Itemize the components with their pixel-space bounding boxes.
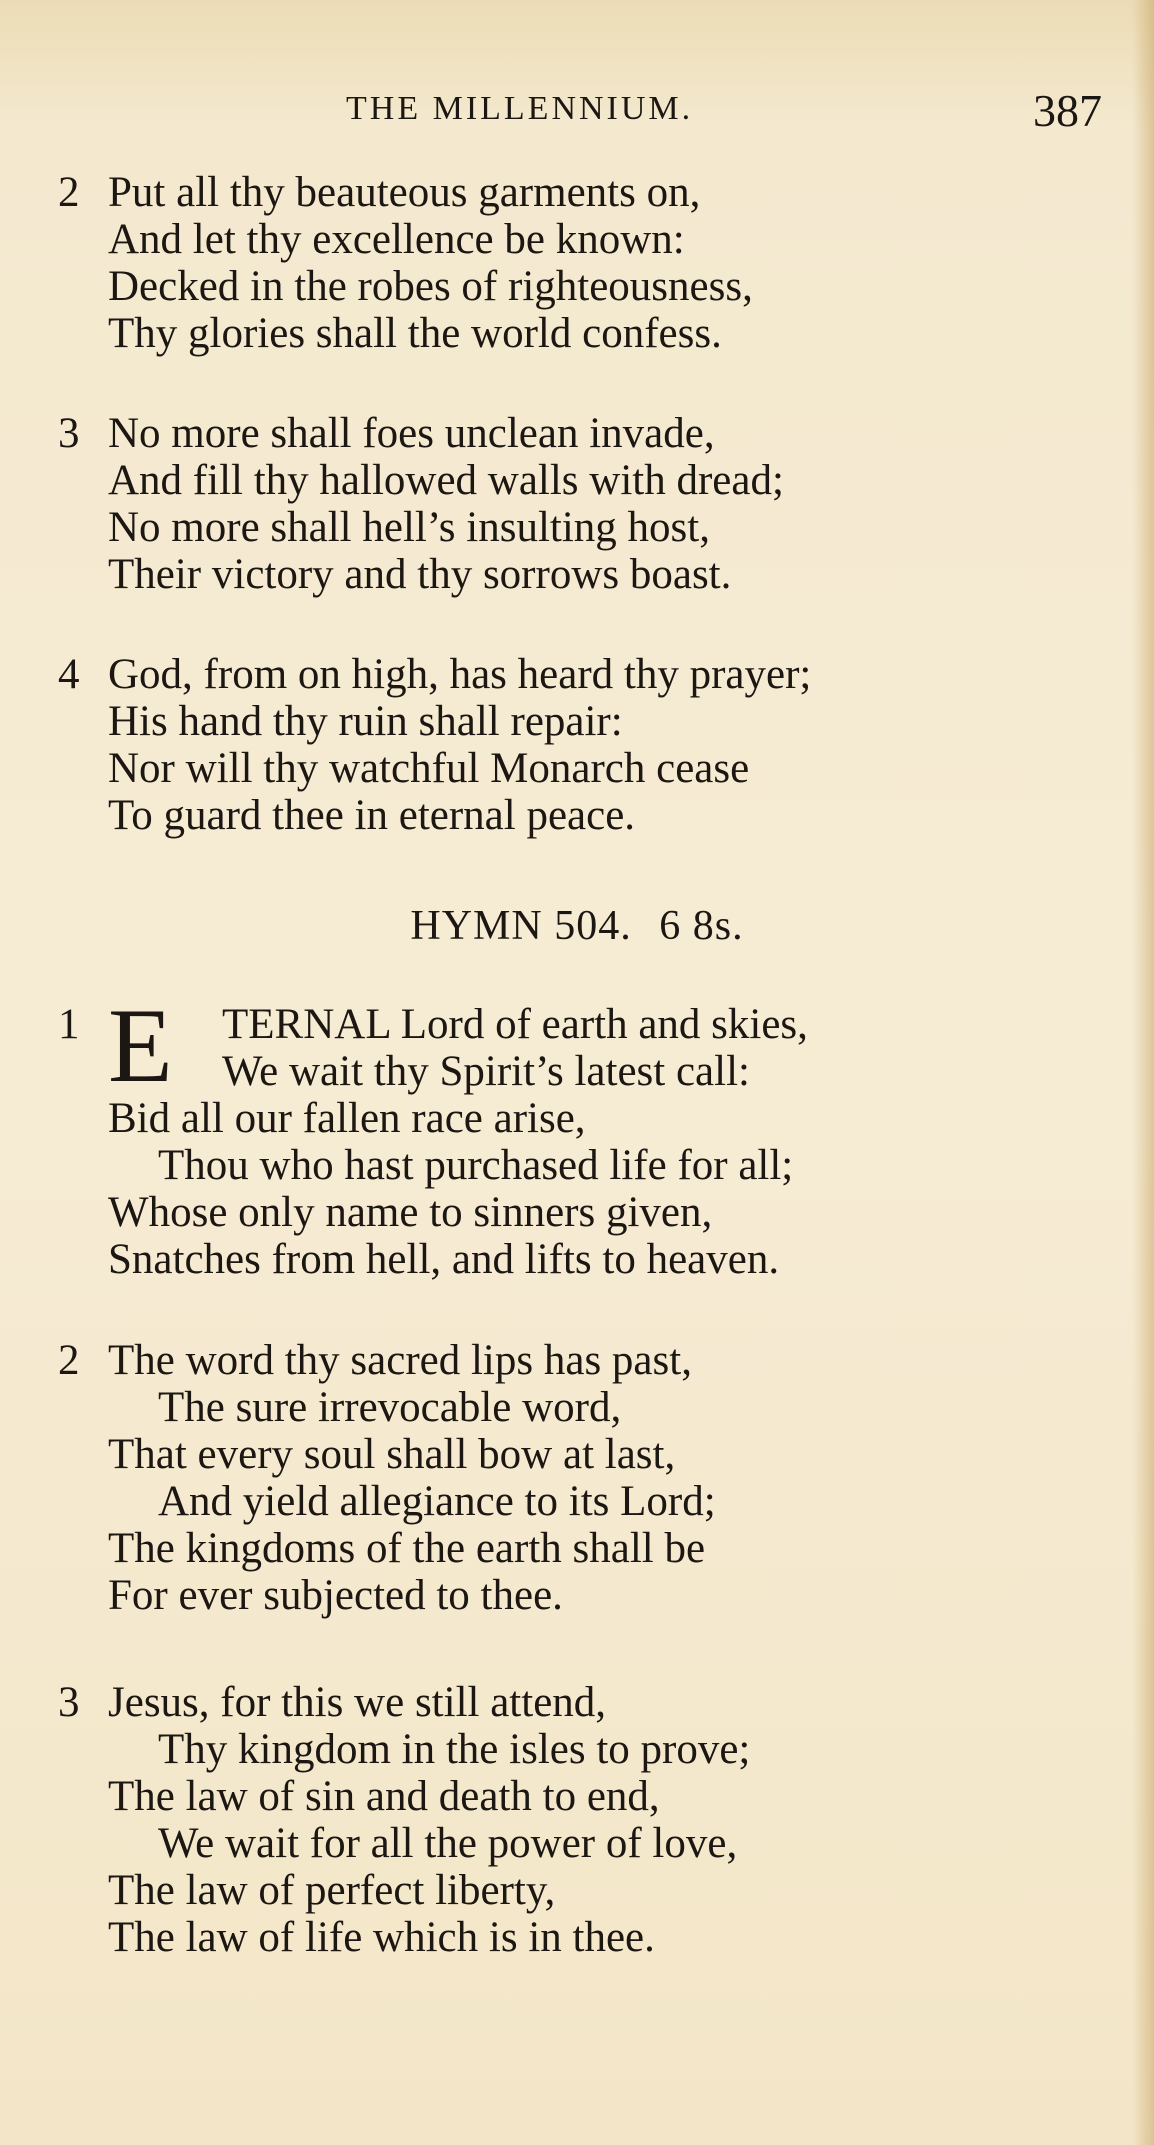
verse-line: And fill thy hallowed walls with dread; (108, 457, 784, 504)
verse-line: Thy kingdom in the isles to prove; (158, 1726, 751, 1773)
verse-line: No more shall hell’s insulting host, (108, 504, 710, 551)
page-edge-shading (1132, 0, 1154, 2145)
verse-line: And let thy excellence be known: (108, 216, 685, 263)
verse-line: The law of sin and death to end, (108, 1773, 660, 1820)
running-head-title: THE MILLENNIUM. (346, 90, 694, 127)
stanza-number: 3 (58, 1679, 80, 1726)
hymn-heading (0, 902, 1154, 950)
verse-line: Snatches from hell, and lifts to heaven. (108, 1236, 780, 1283)
stanza-number: 4 (58, 651, 80, 698)
verse-line: His hand thy ruin shall repair: (108, 698, 623, 745)
verse-line: Thou who hast purchased life for all; (158, 1142, 794, 1189)
running-head (0, 84, 1154, 144)
verse-line: The law of life which is in thee. (108, 1914, 655, 1961)
stanza-number: 1 (58, 1001, 80, 1048)
verse-line: The kingdoms of the earth shall be (108, 1525, 706, 1572)
drop-cap: E (108, 987, 173, 1104)
verse-line: The word thy sacred lips has past, (108, 1337, 692, 1384)
verse-line: Thy glories shall the world confess. (108, 310, 722, 357)
verse-line: We wait thy Spirit’s latest call: (222, 1048, 750, 1095)
page-number: 387 (1033, 85, 1102, 136)
verse-line: Decked in the robes of righteousness, (108, 263, 753, 310)
verse-line: To guard thee in eternal peace. (108, 792, 636, 839)
verse-line: Jesus, for this we still attend, (108, 1679, 607, 1726)
verse-line: The law of perfect liberty, (108, 1867, 556, 1914)
verse-line: TERNAL Lord of earth and skies, (222, 1001, 808, 1048)
verse-line: That every soul shall bow at last, (108, 1431, 676, 1478)
hymn-number: HYMN 504. (410, 903, 632, 949)
verse-line: We wait for all the power of love, (158, 1820, 738, 1867)
verse-line: The sure irrevocable word, (158, 1384, 622, 1431)
verse-line: Put all thy beauteous garments on, (108, 169, 701, 216)
verse-line: God, from on high, has heard thy prayer; (108, 651, 812, 698)
verse-line: No more shall foes unclean invade, (108, 410, 715, 457)
verse-line: For ever subjected to thee. (108, 1572, 563, 1619)
verse-line: Whose only name to sinners given, (108, 1189, 713, 1236)
stanza-number: 2 (58, 169, 80, 216)
verse-line: And yield allegiance to its Lord; (158, 1478, 716, 1525)
verse-line: Their victory and thy sorrows boast. (108, 551, 732, 598)
verse-line: Bid all our fallen race arise, (108, 1095, 586, 1142)
hymn-meter: 6 8s. (659, 903, 744, 949)
stanza-number: 2 (58, 1337, 80, 1384)
verse-line: Nor will thy watchful Monarch cease (108, 745, 750, 792)
stanza-number: 3 (58, 410, 80, 457)
